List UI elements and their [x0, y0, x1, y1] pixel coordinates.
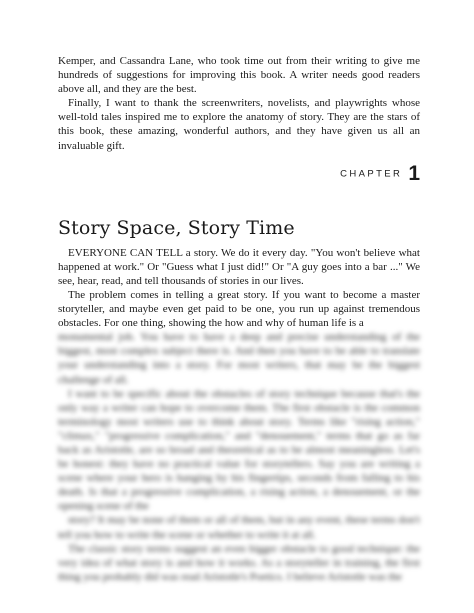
book-page: [58, 54, 420, 584]
blurred-text-region: [58, 330, 420, 584]
chapter-number: 1: [408, 161, 420, 185]
blurred-paragraph-1: monumental job. You have to have a deep and precise understanding of the biggest, most complex subject there is. And then you have to be able to translate your understanding into a story. For most writers, that may be the biggest challenge of all.: [58, 331, 420, 386]
intro-paragraph-2: Finally, I want to thank the screenwriters, novelists, and playwrights whose well-told tales inspired me to explore the anatomy of story. They are the stars of this book, these amazing, wonderful authors, and they have given us all an invaluable gift.: [58, 97, 420, 152]
chapter-title: Story Space, Story Time: [58, 216, 295, 239]
chapter-heading: [58, 162, 420, 184]
intro-paragraph-1: Kemper, and Cassandra Lane, who took time out from their writing to give me hundreds of suggestions for improving this book. A writer needs good readers above all, and they are the best.: [58, 55, 420, 96]
blurred-paragraph-4: The classic story terms suggest an even bigger obstacle to good technique: the very idea of what story is and how it works. As a storyteller in training, the first thing you probably did was read Aristotle's Poetics. I believe Aristotle was the: [58, 542, 420, 583]
body-paragraph-2: The problem comes in telling a great story. If you want to become a master storyteller, and maybe even get paid to be one, you run up against tremendous obstacles. For one thing, showing the how and why of human life is a: [58, 288, 420, 330]
blurred-paragraph-3: story? It may be none of them or all of them, but in any event, these terms don't tell you how to write the scene or whether to write it at all.: [58, 514, 420, 541]
blurred-paragraph-2: I want to be specific about the obstacles of story technique because that's the only way a writer can hope to overcome them. The first obstacle is the common terminology most writers use to think about story. Terms like "rising action," "climax," "progressive complication," and "denouement," terms that go as far back as Aristotle, are so broad and theoretical as to be almost meaningless. Let's be honest: they have no practical value for storytellers. Say you are writing a scene where your hero is hanging by his fingertips, seconds from falling to his death. Is that a progressive complication, a rising action, a denouement, or the opening scene of the: [58, 387, 420, 513]
body-paragraph-1: EVERYONE CAN TELL a story. We do it every day. "You won't believe what happened at work." Or "Guess what I just did!" Or "A guy goes into a bar ..." We see, hear, read, and tell thousands of stories in our lives.: [58, 246, 420, 287]
chapter-label: CHAPTER: [340, 168, 403, 180]
